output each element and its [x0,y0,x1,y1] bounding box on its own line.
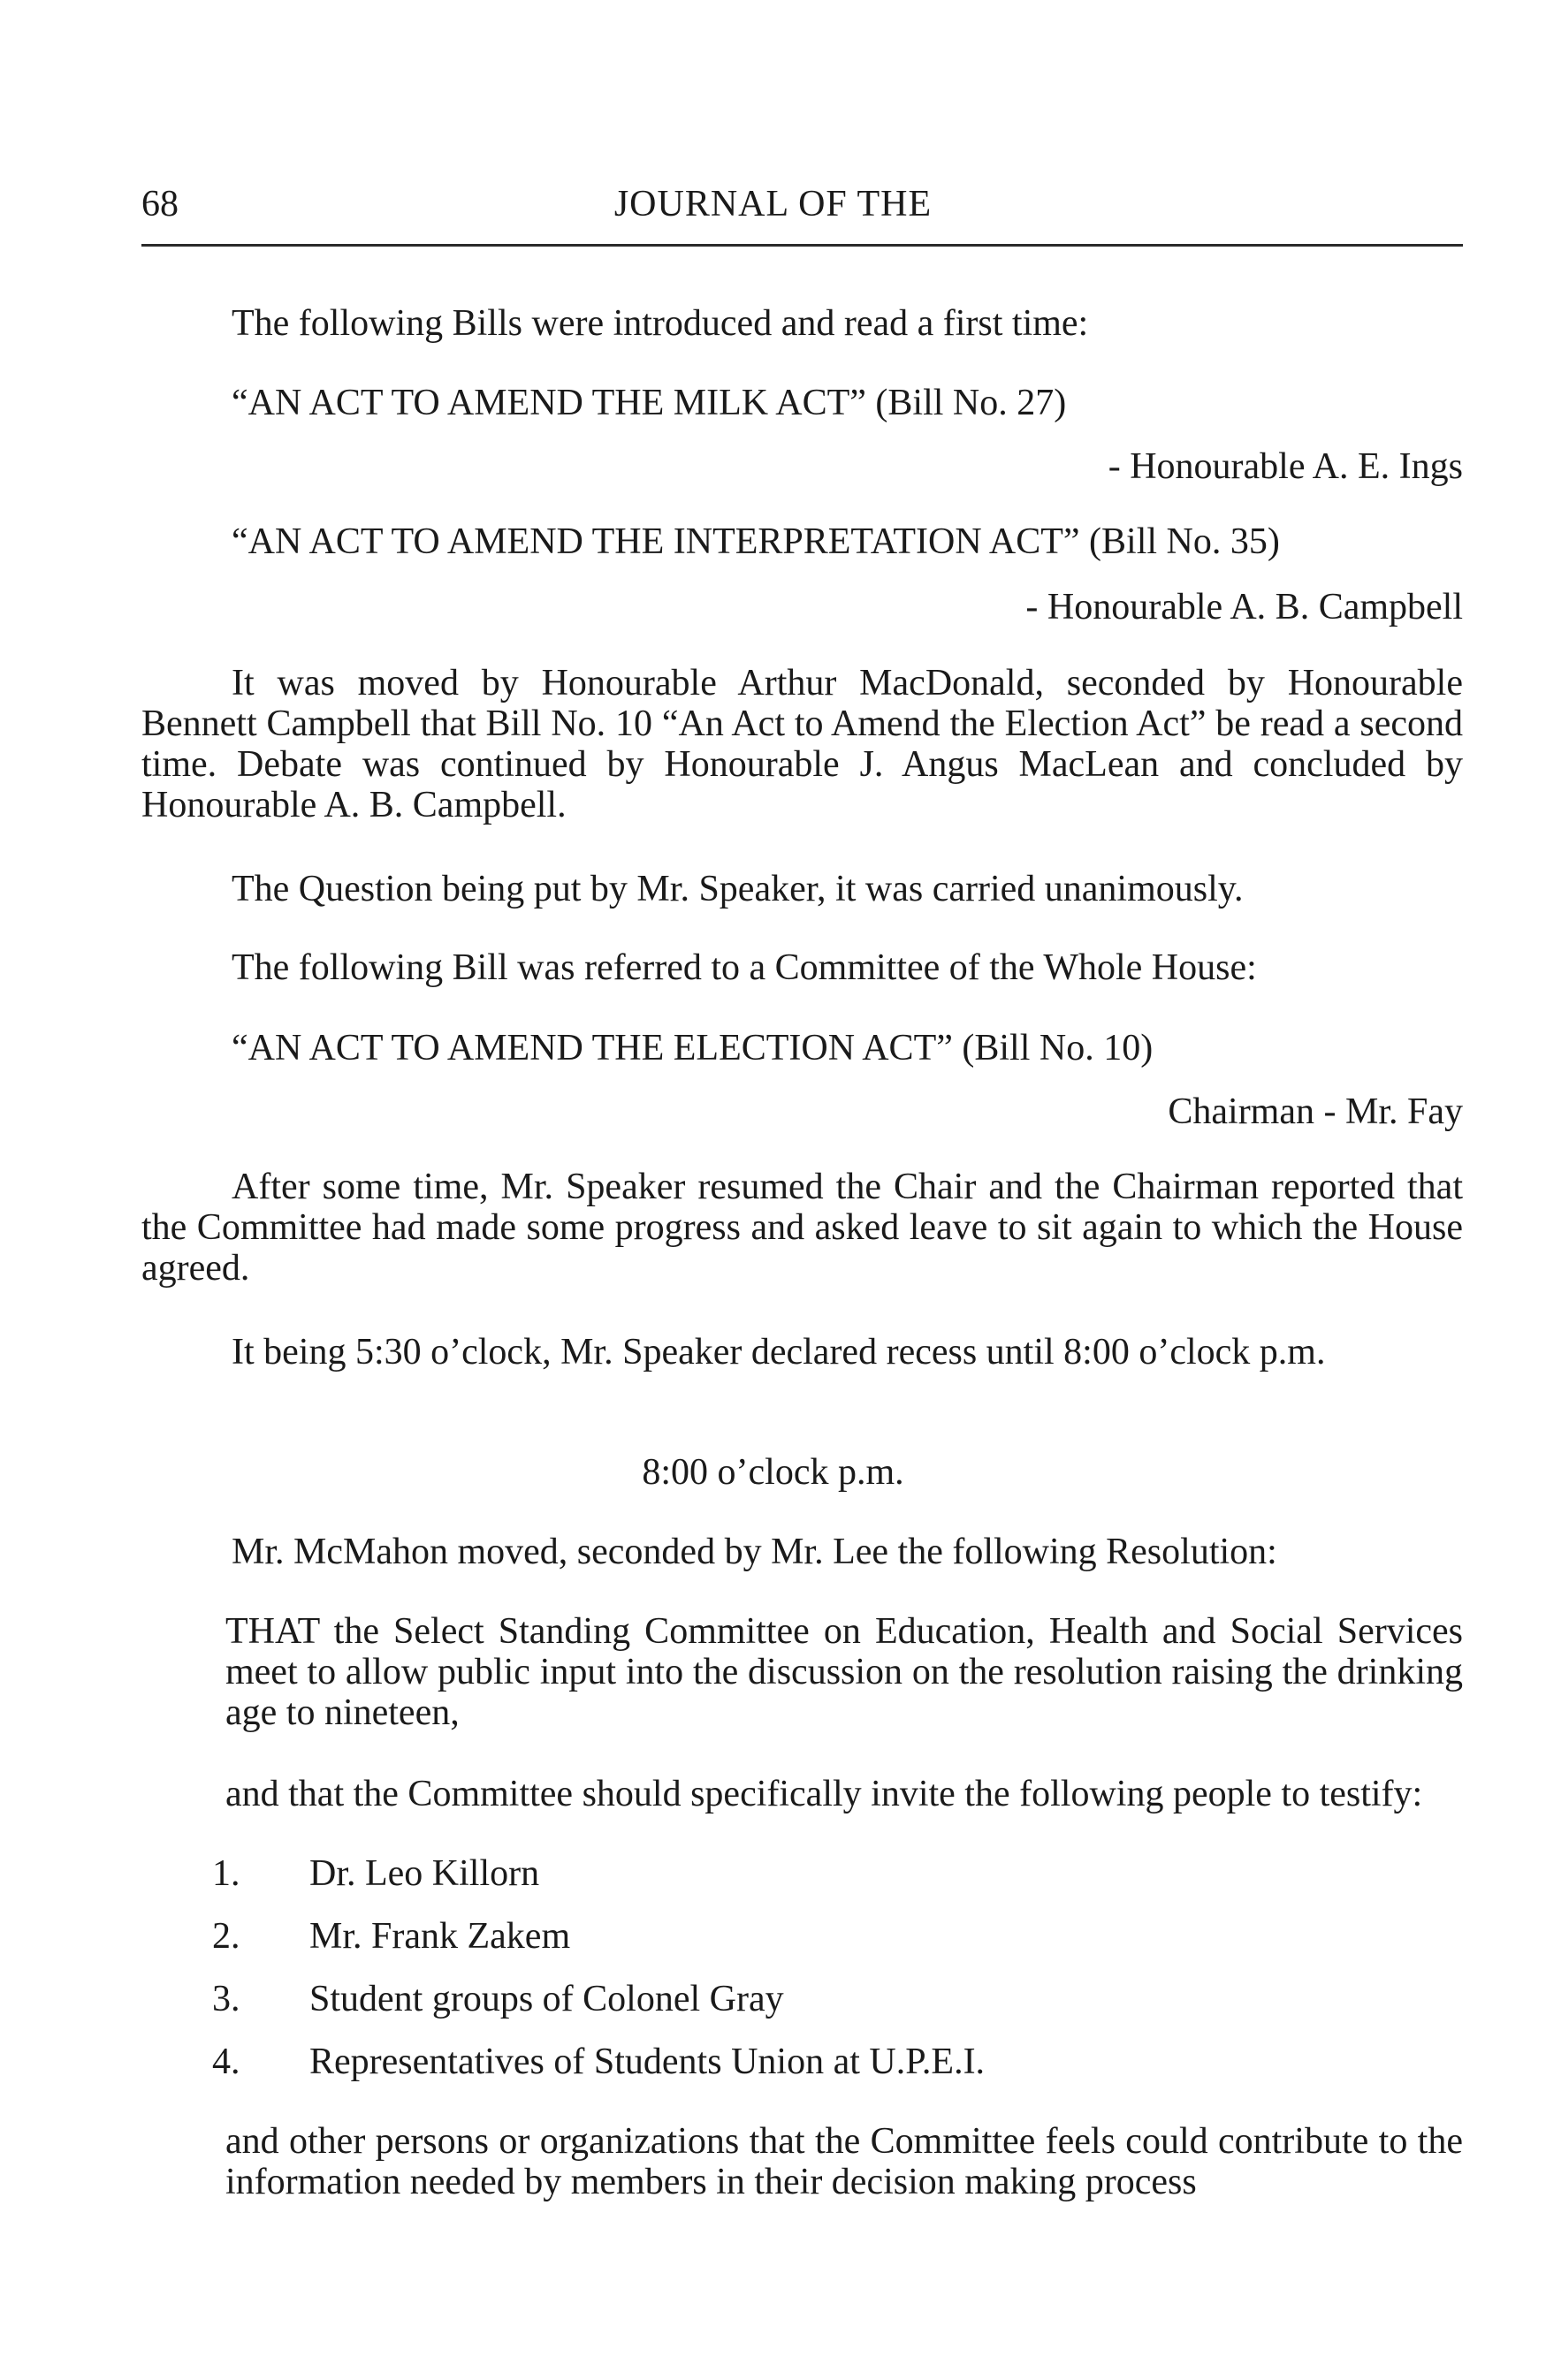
page-number: 68 [141,184,179,224]
list-number: 3. [212,1979,240,2019]
bill-27-title: “AN ACT TO AMEND THE MILK ACT” (Bill No. 27) [232,383,1067,423]
resolution-that-clause: THAT the Select Standing Committee on Education, Health and Social Services meet to allow public input into the discussion on the resolution raising the drinking age to nineteen, [225,1611,1463,1733]
bill-10-title: “AN ACT TO AMEND THE ELECTION ACT” (Bill No. 10) [232,1028,1154,1068]
resolution-closing: and other persons or organizations that the Committee feels could contribute to the information needed by members in their decision making process [225,2121,1463,2202]
motion-paragraph: It was moved by Honourable Arthur MacDonald, seconded by Honourable Bennett Campbell that Bill No. 10 “An Act to Amend the Election Act” be read a second time. Debate was continued by Honourable J. Angus MacLean and concluded by Honourable A. B. Campbell. [141,663,1463,825]
list-number: 4. [212,2042,240,2082]
recess-notice: It being 5:30 o’clock, Mr. Speaker declared recess until 8:00 o’clock p.m. [232,1332,1326,1372]
intro-bills: The following Bills were introduced and read a first time: [232,303,1089,344]
bill-27-sponsor: - Honourable A. E. Ings [1108,446,1463,487]
list-text: Dr. Leo Killorn [309,1853,540,1894]
list-text: Representatives of Students Union at U.P.E.I. [309,2042,986,2082]
referred-intro: The following Bill was referred to a Committee of the Whole House: [232,947,1257,988]
bill-10-chairman: Chairman - Mr. Fay [1168,1091,1463,1132]
committee-report: After some time, Mr. Speaker resumed the Chair and the Chairman reported that the Committee had made some progress and asked leave to sit again to which the House agreed. [141,1167,1463,1289]
list-number: 1. [212,1853,240,1894]
bill-35-sponsor: - Honourable A. B. Campbell [1025,587,1463,627]
question-carried: The Question being put by Mr. Speaker, it was carried unanimously. [232,869,1244,909]
list-text: Mr. Frank Zakem [309,1916,571,1957]
list-number: 2. [212,1916,240,1957]
running-title: JOURNAL OF THE [613,184,933,224]
list-item [212,2042,985,2082]
list-item [212,1853,539,1894]
list-item [212,1916,570,1957]
resolution-intro: Mr. McMahon moved, seconded by Mr. Lee the following Resolution: [232,1532,1277,1572]
list-text: Student groups of Colonel Gray [309,1979,784,2019]
bill-35-title: “AN ACT TO AMEND THE INTERPRETATION ACT” (Bill No. 35) [232,521,1280,562]
resolution-and-clause: and that the Committee should specifically invite the following people to testify: [225,1774,1423,1814]
list-item [212,1979,784,2019]
evening-sitting-time: 8:00 o’clock p.m. [642,1452,904,1493]
header-rule [141,244,1463,247]
